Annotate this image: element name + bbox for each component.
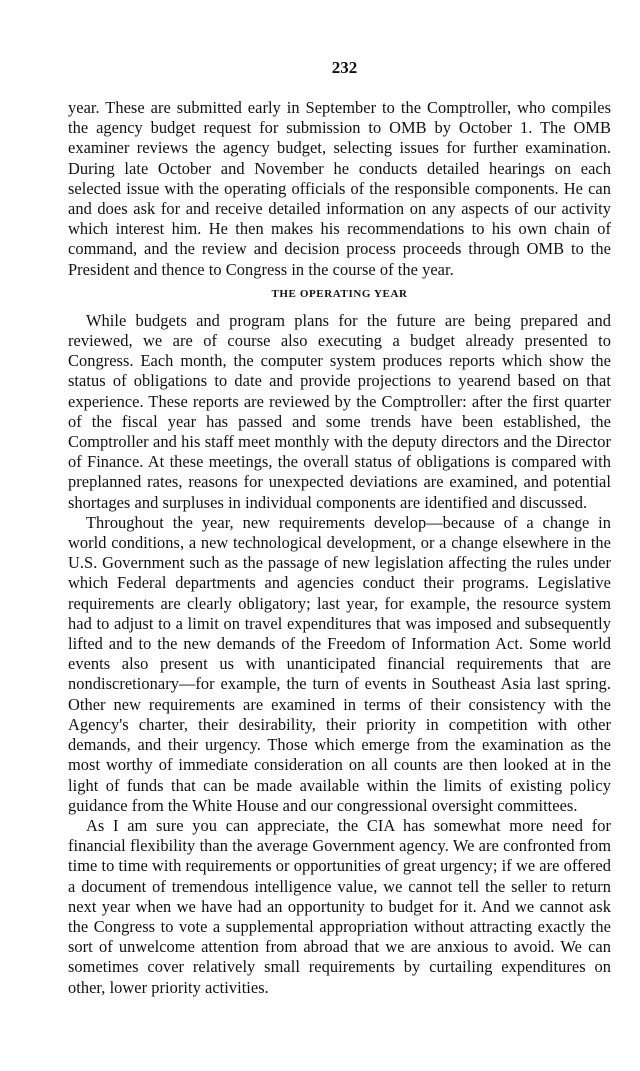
section-heading: THE OPERATING YEAR: [271, 287, 408, 300]
paragraph-continued: year. These are submitted early in September to the Comptroller, who compiles the agency budget request for submission to OMB by October 1. The OMB examiner reviews the agency budget, selecting issues for further examination. During late October and November he conducts detailed hearings on each selected issue with the operating officials of the responsible components. He can and does ask for and receive detailed information on any aspects of our activity which interest him. He then makes his recommendations to his own chain of command, and the review and decision process proceeds through OMB to the President and thence to Congress in the course of the year.: [68, 98, 611, 279]
paragraph-operating-year-3: As I am sure you can appreciate, the CIA has somewhat more need for financial flexibility than the average Government agency. We are confronted from time to time with requirements or opportunities of great urgency; if we are offered a document of tremendous intelligence value, we cannot tell the seller to return next year when we have had an opportunity to budget for it. And we cannot ask the Congress to vote a supplemental appropriation without attracting exactly the sort of unwelcome attention from abroad that we are anxious to avoid. We can sometimes cover relatively small requirements by curtailing expenditures on other, lower priority activities.: [68, 815, 611, 997]
paragraph-operating-year-1: While budgets and program plans for the future are being prepared and reviewed, we are of course also executing a budget already presented to Congress. Each month, the computer system produces reports which show the status of obligations to date and provide projections to yearend based on that experience. These reports are reviewed by the Comptroller: after the first quarter of the fiscal year has passed and some trends have been established, the Comptroller and his staff meet monthly with the deputy directors and the Director of Finance. At these meetings, the overall status of obligations is compared with preplanned rates, reasons for unexpected deviations are examined, and potential shortages and surpluses in individual components are identified and discussed.: [68, 310, 611, 512]
page-number: 232: [331, 58, 358, 77]
document-page: [68, 58, 611, 998]
paragraph-operating-year-2: Throughout the year, new requirements develop—because of a change in world conditions, a new technological development, or a change elsewhere in the U.S. Government such as the passage of new legislation affecting the rules under which Federal departments and agencies conduct their programs. Legislative requirements are clearly obligatory; last year, for example, the resource system had to adjust to a limit on travel expenditures that was imposed and subsequently lifted and to the new demands of the Freedom of Information Act. Some world events also present us with unanticipated financial requirements that are nondiscretionary—for example, the turn of events in Southeast Asia last spring. Other new requirements are examined in terms of their consistency with the Agency's charter, their desirability, their priority in competition with other demands, and their urgency. Those which emerge from the examination as the most worthy of immediate consideration on all counts are then looked at in the light of funds that can be made available within the limits of existing policy guidance from the White House and our congressional oversight committees.: [68, 512, 611, 815]
